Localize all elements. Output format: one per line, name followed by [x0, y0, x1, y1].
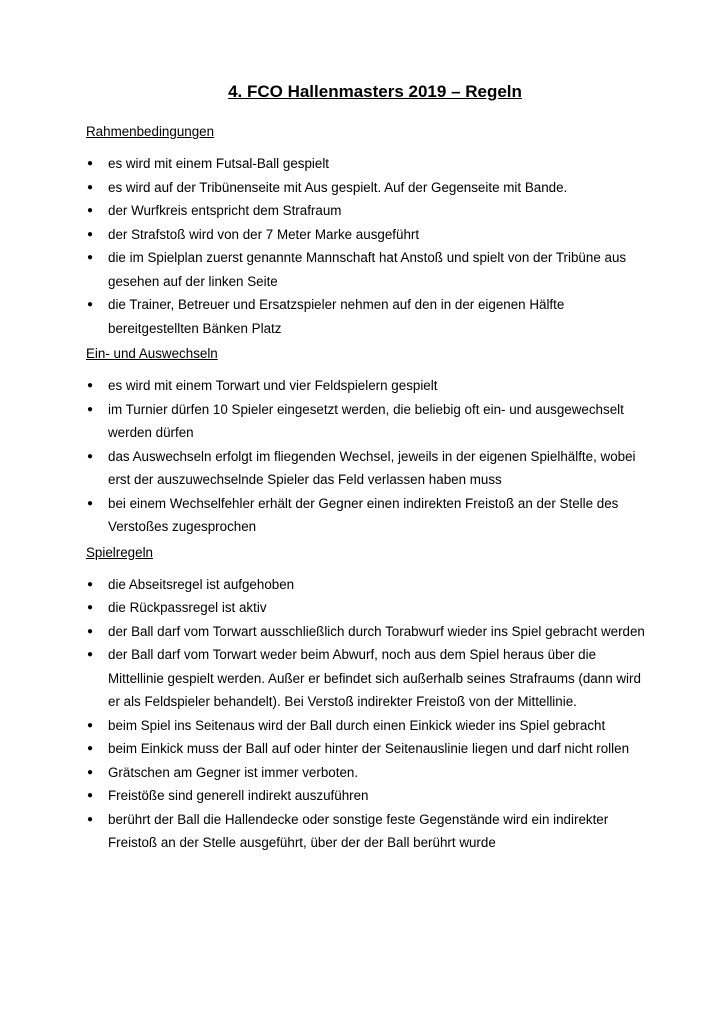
bullet-icon: ● — [87, 766, 94, 778]
list-item — [86, 761, 654, 785]
rule-list — [86, 374, 654, 539]
list-item-text: beim Spiel ins Seitenaus wird der Ball durch einen Einkick wieder ins Spiel gebracht — [108, 717, 606, 733]
list-item — [86, 620, 654, 644]
list-item — [86, 784, 654, 808]
list-item — [86, 246, 654, 293]
bullet-icon: ● — [87, 719, 94, 731]
bullet-icon: ● — [87, 649, 94, 660]
bullet-icon: ● — [87, 578, 94, 590]
bullet-icon: ● — [87, 380, 94, 391]
section-heading: Ein- und Auswechseln — [86, 346, 218, 361]
rule-list — [86, 573, 654, 855]
bullet-icon: ● — [87, 743, 94, 754]
list-item-text: bei einem Wechselfehler erhält der Gegner einen indirekten Freistoß an der Stelle des Verstoßes zugesprochen — [108, 495, 619, 534]
list-item — [86, 492, 654, 539]
list-item — [86, 643, 654, 714]
list-item-text: der Ball darf vom Torwart weder beim Abwurf, noch aus dem Spiel heraus über die Mittellinie gespielt werden. Außer er befindet sich außerhalb seines Strafraums (dann wird er als Feldspieler behandelt). Bei Verstoß indirekter Freistoß von der Mittellinie. — [108, 647, 641, 709]
list-item — [86, 293, 654, 340]
bullet-icon: ● — [87, 625, 94, 637]
bullet-icon: ● — [87, 205, 94, 216]
list-item-text: die Abseitsregel ist aufgehoben — [108, 576, 295, 592]
section-heading: Spielregeln — [86, 544, 153, 560]
list-item — [86, 737, 654, 761]
list-item — [86, 573, 654, 597]
bullet-icon: ● — [87, 299, 94, 310]
bullet-icon: ● — [87, 181, 94, 193]
list-item-text: es wird auf der Tribünenseite mit Aus gespielt. Auf der Gegenseite mit Bande. — [108, 179, 568, 195]
bullet-icon: ● — [87, 450, 94, 462]
rule-list — [86, 152, 654, 340]
list-item-text: es wird mit einem Futsal-Ball gespielt — [108, 156, 330, 171]
list-item-text: die Trainer, Betreuer und Ersatzspieler nehmen auf den in der eigenen Hälfte bereitgestellten Bänken Platz — [108, 297, 565, 336]
bullet-icon: ● — [87, 228, 94, 240]
list-item — [86, 398, 654, 445]
list-item-text: das Auswechseln erfolgt im fliegenden Wechsel, jeweils in der eigenen Spielhälfte, wobei erst der auszuwechselnde Spieler das Feld verlassen haben muss — [108, 448, 636, 487]
section-heading: Rahmenbedingungen — [86, 124, 215, 139]
bullet-icon: ● — [87, 497, 94, 509]
bullet-icon: ● — [87, 252, 94, 263]
list-item — [86, 714, 654, 738]
list-item-text: der Wurfkreis entspricht dem Strafraum — [108, 203, 342, 218]
list-item — [86, 199, 654, 223]
bullet-icon: ● — [87, 790, 94, 801]
list-item — [86, 152, 654, 176]
list-item-text: beim Einkick muss der Ball auf oder hinter der Seitenauslinie liegen und darf nicht rollen — [108, 741, 630, 756]
list-item-text: im Turnier dürfen 10 Spieler eingesetzt werden, die beliebig oft ein- und ausgewechselt werden dürfen — [108, 401, 624, 440]
list-item — [86, 176, 654, 200]
bullet-icon: ● — [87, 403, 94, 415]
bullet-icon: ● — [87, 158, 94, 169]
list-item-text: der Strafstoß wird von der 7 Meter Marke ausgeführt — [108, 226, 420, 242]
list-item-text: die Rückpassregel ist aktiv — [108, 600, 267, 615]
list-item — [86, 223, 654, 247]
list-item — [86, 374, 654, 398]
list-item — [86, 596, 654, 620]
list-item-text: der Ball darf vom Torwart ausschließlich durch Torabwurf wieder ins Spiel gebracht werden — [108, 623, 645, 639]
list-item — [86, 445, 654, 492]
list-item-text: die im Spielplan zuerst genannte Mannschaft hat Anstoß und spielt von der Tribüne aus gesehen auf der linken Seite — [108, 250, 627, 289]
list-item — [86, 808, 654, 855]
list-item-text: es wird mit einem Torwart und vier Feldspielern gespielt — [108, 378, 438, 393]
bullet-icon: ● — [87, 602, 94, 613]
list-item-text: Grätschen am Gegner ist immer verboten. — [108, 764, 359, 780]
list-item-text: Freistöße sind generell indirekt auszuführen — [108, 788, 369, 803]
rules-sections — [86, 122, 654, 855]
bullet-icon: ● — [87, 813, 94, 825]
document-title: 4. FCO Hallenmasters 2019 – Regeln — [228, 82, 522, 101]
list-item-text: berührt der Ball die Hallendecke oder sonstige feste Gegenstände wird ein indirekter Freistoß an der Stelle ausgeführt, über der der Ball berührt wurde — [108, 811, 609, 850]
